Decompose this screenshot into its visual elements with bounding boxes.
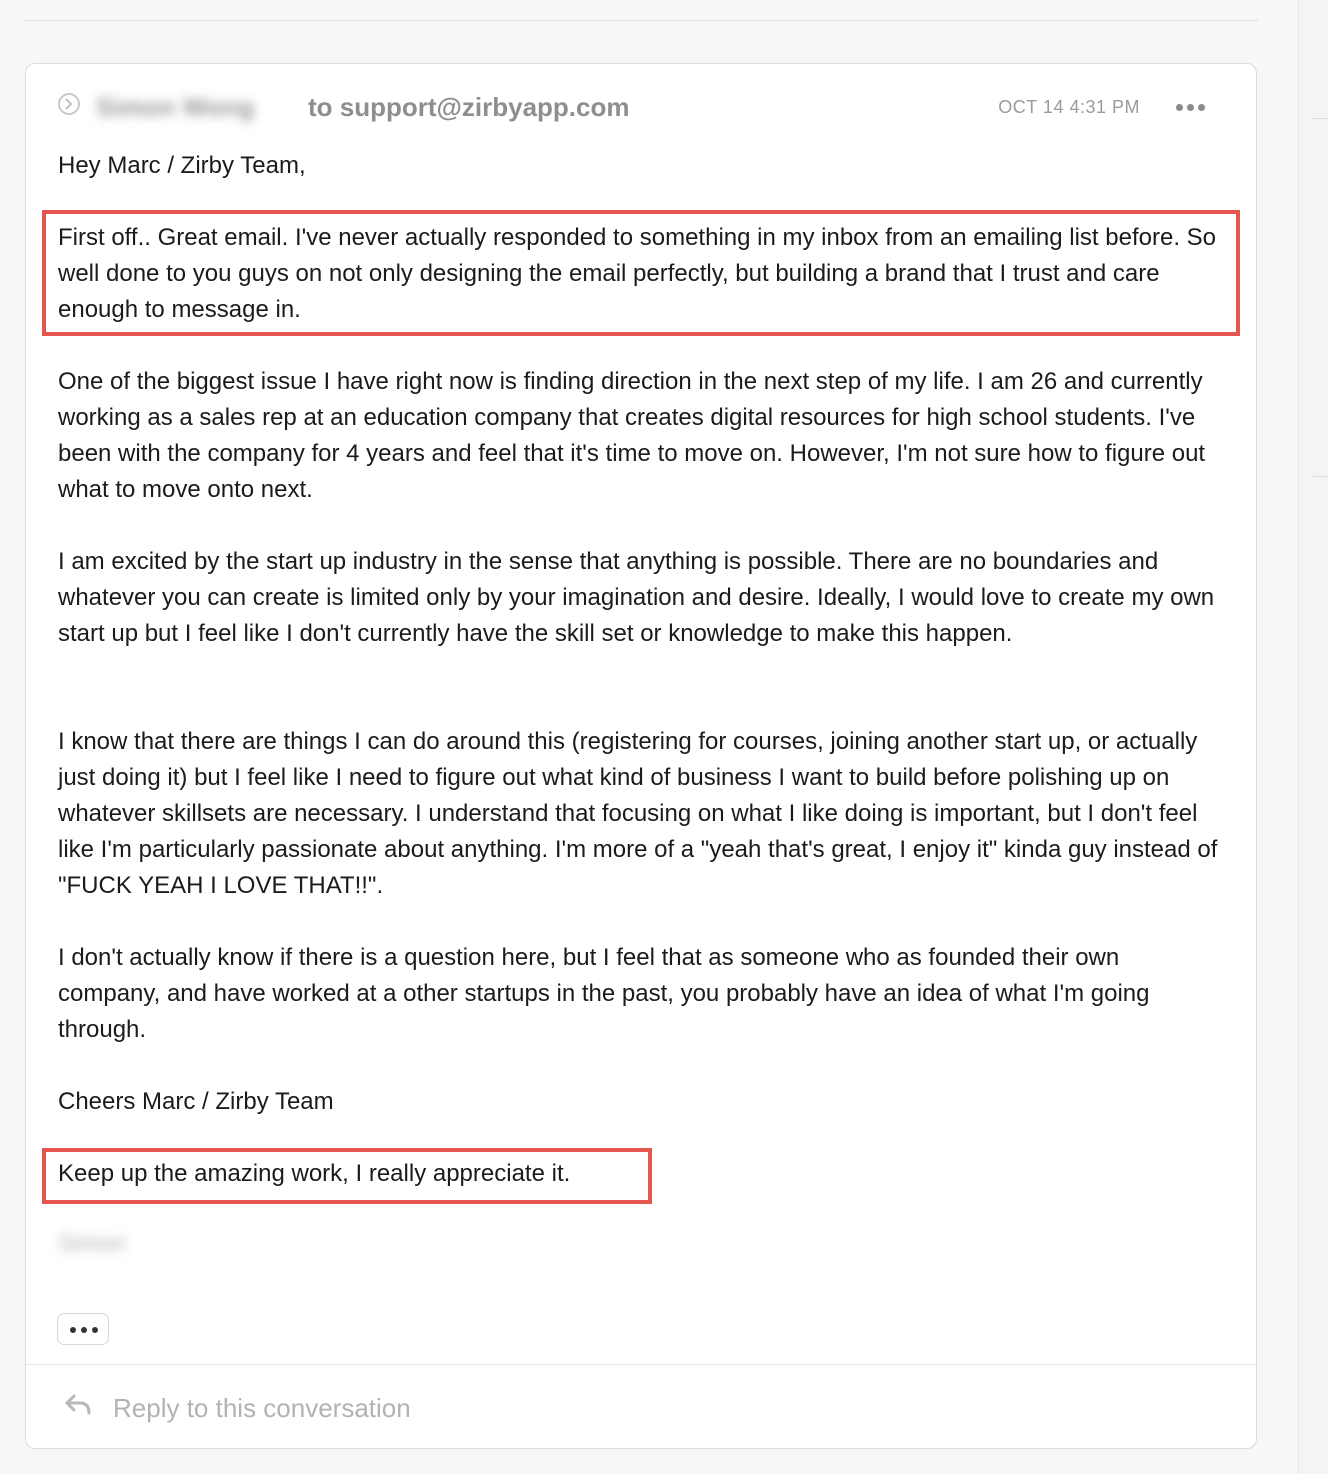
signature-name: Simon: [58, 1230, 127, 1257]
message-paragraph: I am excited by the start up industry in the sense that anything is possible. There are no boundaries and whatever you can create is limited only by your imagination and desire. Ideally, I would love to create my own start up but I feel like I don't currently have the skill set or knowledge to make this happen.: [58, 548, 1215, 647]
greeting-text: Hey Marc / Zirby Team,: [58, 152, 306, 179]
reply-bar[interactable]: [26, 1365, 1256, 1447]
message-paragraph: I don't actually know if there is a question here, but I feel that as someone who as founded their own company, and have worked at a other startups in the past, you probably have an idea of what I'm going through.: [58, 944, 1150, 1043]
closing-note: Keep up the amazing work, I really appreciate it.: [58, 1160, 571, 1187]
panel-divider: [1313, 118, 1328, 119]
more-options-icon[interactable]: [1176, 98, 1216, 114]
chevron-circle-icon[interactable]: [58, 93, 80, 115]
message-header: [58, 90, 1216, 126]
reply-arrow-icon[interactable]: [64, 1393, 92, 1422]
message-timestamp: OCT 14 4:31 PM: [998, 97, 1140, 117]
message-paragraph: First off.. Great email. I've never actually responded to something in my inbox from an emailing list before. So well done to you guys on not only designing the email perfectly, but building a brand that I trust and care enough to message in.: [58, 224, 1217, 323]
sender-name[interactable]: Simon Wong: [96, 92, 255, 122]
reply-input-placeholder[interactable]: Reply to this conversation: [113, 1393, 411, 1423]
recipient-text: to support@zirbyapp.com: [308, 92, 630, 122]
top-divider: [24, 20, 1258, 21]
message-paragraph: One of the biggest issue I have right now is finding direction in the next step of my life. I am 26 and currently working as a sales rep at an education company that creates digital resources for high school students. I've been with the company for 4 years and feel that it's time to move on. However, I'm not sure how to figure out what to move onto next.: [58, 368, 1206, 503]
closing-text: Cheers Marc / Zirby Team: [58, 1088, 334, 1115]
message-paragraph: I know that there are things I can do around this (registering for courses, joining another start up, or actually just doing it) but I feel like I need to figure out what kind of business I want to build before polishing up on whatever skillsets are necessary. I understand that focusing on what I like doing is important, but I don't feel like I'm particularly passionate about anything. I'm more of a "yeah that's great, I enjoy it" kinda guy instead of "FUCK YEAH I LOVE THAT!!".: [58, 728, 1218, 899]
show-quoted-button[interactable]: [57, 1313, 109, 1345]
right-side-panel: [1298, 0, 1328, 1474]
panel-divider: [1313, 476, 1328, 477]
email-message-card: [25, 63, 1257, 1449]
